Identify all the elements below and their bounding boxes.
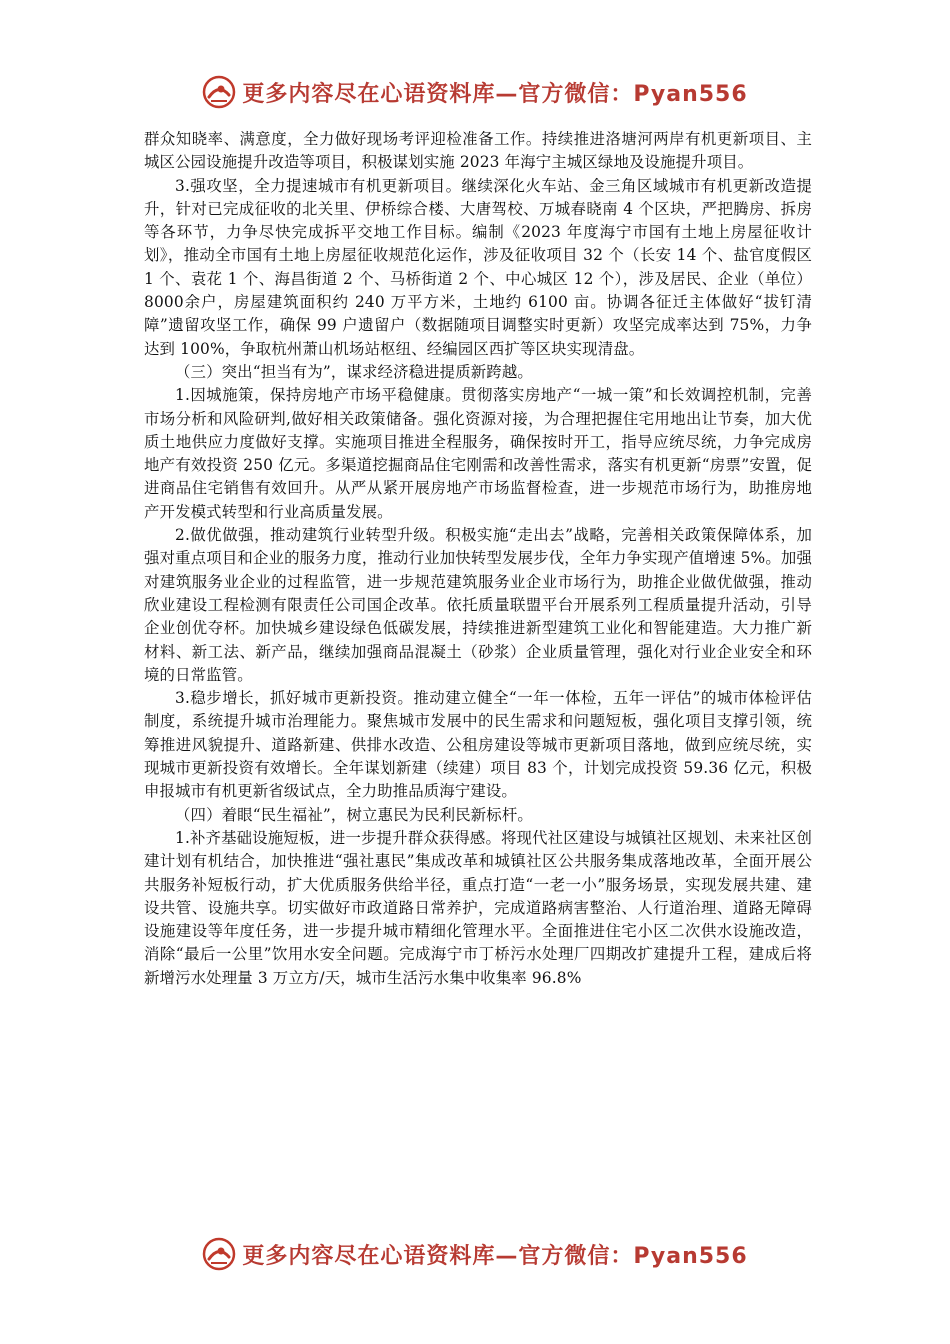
footer-watermark-banner [0,1232,950,1276]
watermark-text: 更多内容尽在心语资料库—官方微信：Pyan556 [242,81,748,107]
watermark-text: 更多内容尽在心语资料库—官方微信：Pyan556 [242,1243,748,1269]
paragraph-item-1-infrastructure: 1.补齐基础设施短板，进一步提升群众获得感。将现代社区建设与城镇社区规划、未来社区创建计划有机结合，加快推进“强社惠民”集成改革和城镇社区公共服务集成落地改革，全面开展公共服务补短板行动，扩大优质服务供给半径，重点打造“一老一小”服务场景，实现发展共建、建设共管、设施共享。切实做好市政道路日常养护，完成道路病害整治、人行道治理、道路无障碍设施建设等年度任务，进一步提升城市精细化管理水平。全面推进住宅小区二次供水设施改造， 消除“最后一公里”饮用水安全问题。完成海宁市丁桥污水处理厂四期改扩建提升工程，建成后将新增污水处理量 3 万立方/天，城市生活污水集中收集率 96.8% [144,828,812,987]
document-body [144,128,812,990]
paragraph-item-3-investment: 3.稳步增长，抓好城市更新投资。推动建立健全“一年一体检，五年一评估”的城市体检评估制度，系统提升城市治理能力。聚焦城市发展中的民生需求和问题短板，强化项目支撑引领，统筹推进风貌提升、道路新建、供排水改造、公租房建设等城市更新项目落地，做到应统尽统，实现城市更新投资有效增长。全年谋划新建（续建）项目 83 个，计划完成投资 59.36 亿元，积极申报城市有机更新省级试点，全力助推品质海宁建设。 [144,689,812,801]
header-watermark-banner [0,70,950,114]
section-heading-4: （四）着眼“民生福祉”，树立惠民为民利民新标杆。 [175,805,533,824]
sunrise-brush-logo-icon [202,75,236,109]
paragraph-item-1-real-estate: 1.因城施策，保持房地产市场平稳健康。贯彻落实房地产“一城一策”和长效调控机制，完善市场分析和风险研判,做好相关政策储备。强化资源对接，为合理把握住宅用地出让节奏，加大优质土地供应力度做好支撑。实施项目推进全程服务，确保按时开工，指导应统尽统，力争完成房地产有效投资 250 亿元。多渠道挖掘商品住宅刚需和改善性需求，落实有机更新“房票”安置，促进商品住宅销售有效回升。从严从紧开展房地产市场监督检查，进一步规范市场行为，助推房地产开发模式转型和行业高质量发展。 [144,386,812,521]
section-heading-3: （三）突出“担当有为”，谋求经济稳进提质新跨越。 [175,362,533,381]
paragraph-item-2-construction: 2.做优做强，推动建筑行业转型升级。积极实施“走出去”战略，完善相关政策保障体系，加强对重点项目和企业的服务力度，推动行业加快转型发展步伐，全年力争实现产值增速 5%。加强对建筑服务业企业的过程监管，进一步规范建筑服务业企业市场行为，助推企业做优做强，推动欣业建设工程检测有限责任公司国企改革。依托质量联盟平台开展系列工程质量提升活动，引导企业创优夺杯。加快城乡建设绿色低碳发展，持续推进新型建筑工业化和智能建造。大力推广新材料、新工法、新产品，继续加强商品混凝土（砂浆）企业质量管理，强化对行业企业安全和环境的日常监管。 [144,526,812,684]
sunrise-brush-logo-icon [202,1237,236,1271]
paragraph-continued: 群众知晓率、满意度，全力做好现场考评迎检准备工作。持续推进洛塘河两岸有机更新项目、主城区公园设施提升改造等项目，积极谋划实施 2023 年海宁主城区绿地及设施提升项目。 [144,130,812,172]
paragraph-item-3-urban-renewal: 3.强攻坚，全力提速城市有机更新项目。继续深化火车站、金三角区域城市有机更新改造提升，针对已完成征收的北关里、伊桥综合楼、大唐驾校、万城春晓南 4 个区块，严把腾房、拆房等各环节，力争尽快完成拆平交地工作目标。编制《2023 年度海宁市国有土地上房屋征收计划》，推动全市国有土地上房屋征收规范化运作，涉及征收项目 32 个（长安 14 个、盐官度假区 1 个、袁花 1 个、海昌街道 2 个、马桥街道 2 个、中心城区 12 个），涉及居民、企业（单位）8000余户，房屋建筑面积约 240 万平方米，土地约 6100 亩。协调各征迁主体做好“拔钉清障”遗留攻坚工作，确保 99 户遗留户（数据随项目调整实时更新）攻坚完成率达到 75%，力争达到 100%，争取杭州萧山机场站枢纽、经编园区西扩等区块实现清盘。 [144,176,812,358]
